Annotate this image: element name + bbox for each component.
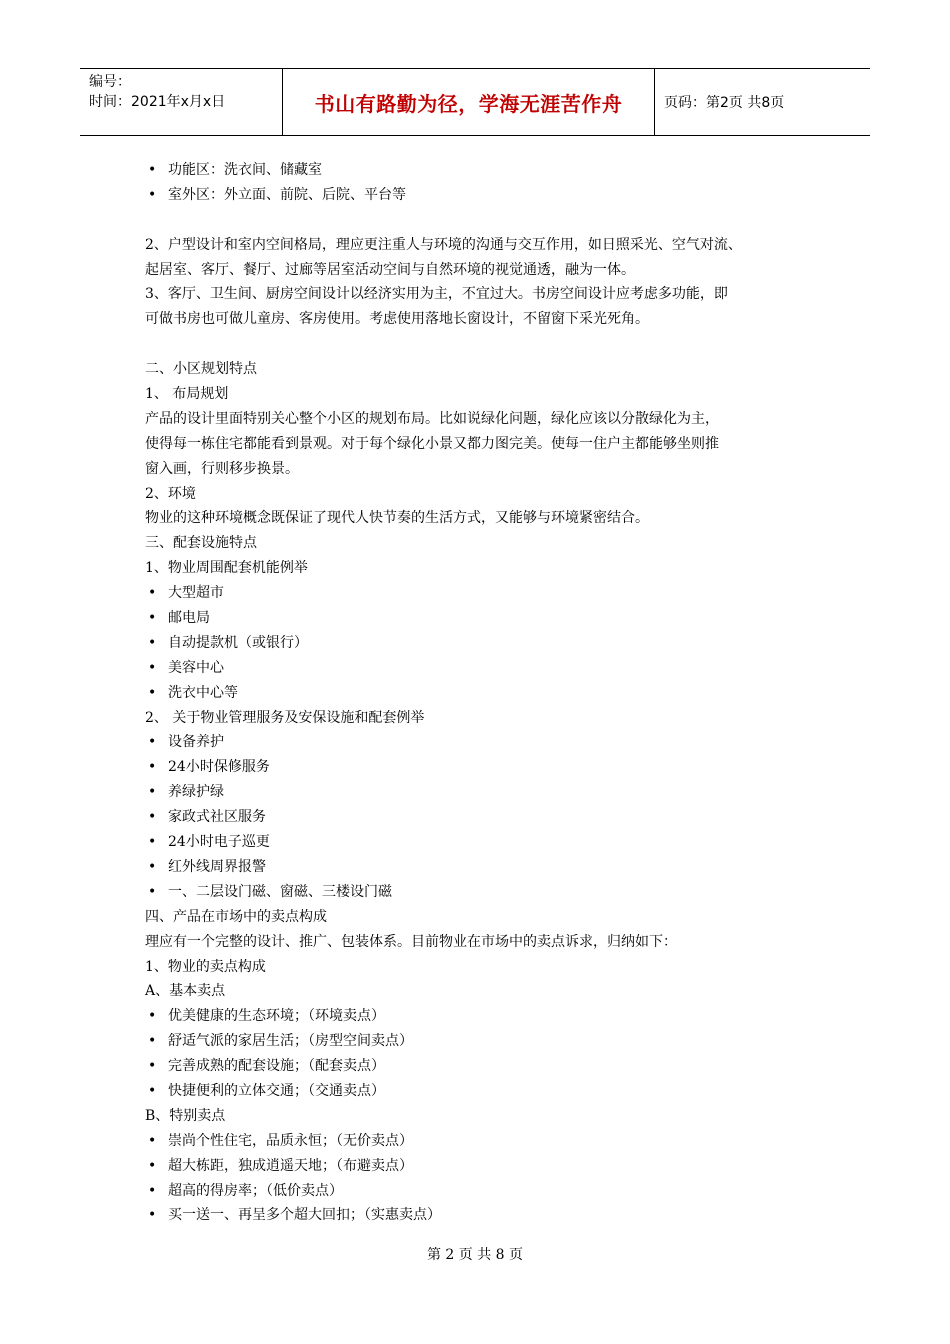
bullet-dot-icon: •	[148, 1132, 157, 1149]
paragraph-line: 2、 关于物业管理服务及安保设施和配套例举	[145, 709, 425, 726]
bullet-dot-icon: •	[148, 610, 157, 627]
bullet-text: 家政式社区服务	[168, 809, 266, 826]
bullet-item	[145, 581, 825, 606]
bullet-dot-icon: •	[148, 784, 157, 801]
bullet-dot-icon: •	[148, 186, 157, 203]
bullet-text: 超大栋距，独成逍遥天地；（布避卖点）	[168, 1157, 413, 1174]
bullet-text: 24小时保修服务	[168, 759, 270, 776]
bullet-text: 一、二层设门磁、窗磁、三楼设门磁	[168, 883, 392, 900]
bullet-item	[145, 1129, 825, 1154]
page-footer: 第 2 页 共 8 页	[426, 1247, 524, 1263]
paragraph-line: 使得每一栋住宅都能看到景观。对于每个绿化小景又都力图完美。使每一住户主都能够坐则推	[145, 435, 719, 452]
bullet-item	[145, 805, 825, 830]
bullet-text: 自动提款机（或银行）	[168, 634, 308, 651]
bullet-item	[145, 631, 825, 656]
bullet-text: 功能区：洗衣间、储藏室	[168, 162, 322, 178]
time-label: 时间：2021年x月x日	[89, 94, 226, 110]
blank-line	[145, 208, 825, 233]
bullet-item	[145, 158, 825, 183]
paragraph-line: B、特别卖点	[145, 1107, 226, 1124]
bullet-dot-icon: •	[148, 834, 157, 851]
paragraph-line: 理应有一个完整的设计、推广、包装体系。目前物业在市场中的卖点诉求，归纳如下：	[145, 933, 677, 950]
paragraph-line: 二、小区规划特点	[145, 361, 257, 378]
blank-line	[145, 332, 825, 357]
paragraph-line: 1、物业的卖点构成	[145, 958, 266, 975]
bullet-item	[145, 780, 825, 805]
bullet-text: 设备养护	[168, 734, 224, 751]
bullet-item	[145, 855, 825, 880]
paragraph-line: A、基本卖点	[145, 983, 226, 1000]
bullet-dot-icon: •	[148, 162, 157, 178]
paragraph-line: 1、 布局规划	[145, 386, 229, 403]
bullet-item	[145, 1004, 825, 1029]
bullet-dot-icon: •	[148, 759, 157, 776]
bullet-item	[145, 830, 825, 855]
bullet-text: 美容中心	[168, 659, 224, 676]
bullet-item	[145, 1154, 825, 1179]
paragraph-line: 物业的这种环境概念既保证了现代人快节奏的生活方式，又能够与环境紧密结合。	[145, 510, 649, 527]
bullet-dot-icon: •	[148, 1058, 157, 1075]
paragraph-line: 窗入画，行则移步换景。	[145, 460, 299, 477]
bullet-item	[145, 656, 825, 681]
bullet-text: 快捷便利的立体交通；（交通卖点）	[168, 1082, 385, 1099]
paragraph-line: 三、配套设施特点	[145, 535, 257, 552]
bullet-dot-icon: •	[148, 858, 157, 875]
paragraph-line: 2、环境	[145, 485, 196, 502]
bullet-text: 超高的得房率；（低价卖点）	[168, 1182, 343, 1199]
bullet-text: 室外区：外立面、前院、后院、平台等	[168, 186, 406, 203]
bullet-text: 优美健康的生态环境；（环境卖点）	[168, 1008, 385, 1025]
bullet-text: 舒适气派的家居生活；（房型空间卖点）	[168, 1033, 413, 1050]
bullet-text: 红外线周界报警	[168, 858, 266, 875]
bullet-text: 崇尚个性住宅，品质永恒；（无价卖点）	[168, 1132, 413, 1149]
bullet-text: 邮电局	[168, 610, 210, 627]
bullet-dot-icon: •	[148, 1157, 157, 1174]
bullet-item	[145, 730, 825, 755]
bullet-item	[145, 755, 825, 780]
bullet-dot-icon: •	[148, 659, 157, 676]
bullet-dot-icon: •	[148, 1082, 157, 1099]
bullet-item	[145, 1179, 825, 1204]
bullet-item	[145, 606, 825, 631]
paragraph-line: 1、物业周围配套机能例举	[145, 560, 308, 577]
bullet-text: 完善成熟的配套设施；（配套卖点）	[168, 1058, 385, 1075]
bullet-dot-icon: •	[148, 585, 157, 602]
bullet-text: 买一送一、再呈多个超大回扣；（实惠卖点）	[168, 1207, 441, 1224]
paragraph-line: 可做书房也可做儿童房、客房使用。考虑使用落地长窗设计，不留窗下采光死角。	[145, 311, 649, 328]
header-motto: 书山有路勤为径，学海无涯苦作舟	[283, 69, 655, 135]
bullet-dot-icon: •	[148, 1207, 157, 1224]
header-meta	[80, 69, 283, 135]
paragraph-line: 3、客厅、卫生间、厨房空间设计以经济实用为主，不宜过大。书房空间设计应考虑多功能，即	[145, 286, 728, 303]
bullet-dot-icon: •	[148, 684, 157, 701]
bullet-dot-icon: •	[148, 809, 157, 826]
bullet-dot-icon: •	[148, 1008, 157, 1025]
bullet-item	[145, 1079, 825, 1104]
bullet-item	[145, 1203, 825, 1228]
page-header	[80, 68, 870, 136]
paragraph-line: 2、户型设计和室内空间格局，理应更注重人与环境的沟通与交互作用，如日照采光、空气对流、	[145, 236, 742, 253]
bullet-text: 大型超市	[168, 585, 224, 602]
bullet-item	[145, 681, 825, 706]
bullet-text: 24小时电子巡更	[168, 834, 270, 851]
bullet-dot-icon: •	[148, 1182, 157, 1199]
bullet-dot-icon: •	[148, 634, 157, 651]
bullet-item	[145, 1029, 825, 1054]
document-body	[145, 158, 825, 1228]
bullet-text: 洗衣中心等	[168, 684, 238, 701]
bullet-dot-icon: •	[148, 1033, 157, 1050]
bullet-text: 养绿护绿	[168, 784, 224, 801]
bullet-item	[145, 1054, 825, 1079]
number-label: 编号：	[89, 74, 131, 90]
paragraph-line: 四、产品在市场中的卖点构成	[145, 908, 327, 925]
paragraph-line: 产品的设计里面特别关心整个小区的规划布局。比如说绿化问题，绿化应该以分散绿化为主，	[145, 410, 719, 427]
bullet-item	[145, 183, 825, 208]
paragraph-line: 起居室、客厅、餐厅、过廊等居室活动空间与自然环境的视觉通透，融为一体。	[145, 261, 635, 278]
bullet-dot-icon: •	[148, 734, 157, 751]
bullet-item	[145, 880, 825, 905]
bullet-dot-icon: •	[148, 883, 157, 900]
header-page-info: 页码：第2页 共8页	[664, 95, 785, 111]
